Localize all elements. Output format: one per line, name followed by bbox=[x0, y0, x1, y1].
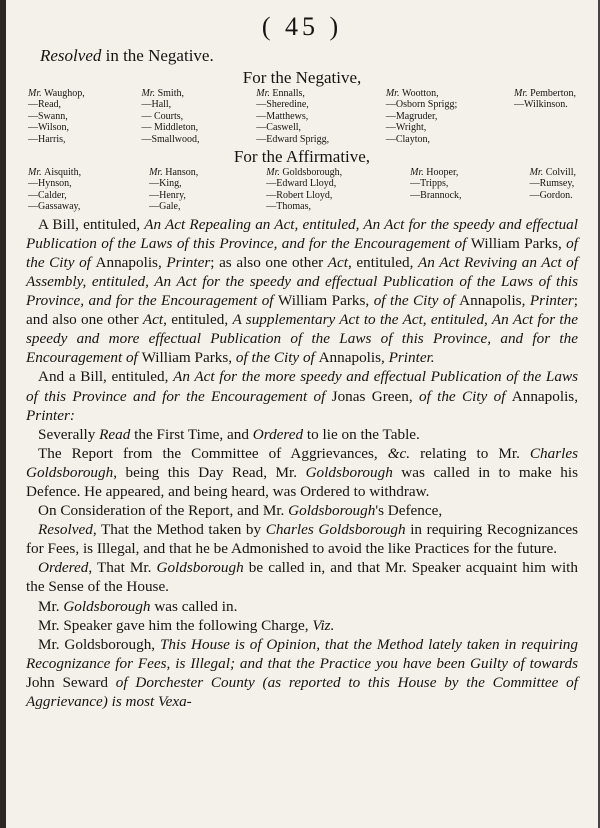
voter-name: —Wilson, bbox=[28, 122, 69, 134]
voter-name: —Rumsey, bbox=[529, 178, 575, 190]
voter-name: —King, bbox=[149, 178, 182, 190]
text-run: William Parks, bbox=[470, 234, 567, 252]
voter-name: Mr. Wootton, bbox=[385, 88, 439, 99]
text-run: was called in to make his Defence. He appeared, and being heard, was Ordered to withdraw. bbox=[26, 463, 578, 500]
text-run: Annapolis, bbox=[459, 292, 530, 310]
voter-name: —Magruder, bbox=[385, 110, 438, 122]
paragraph bbox=[26, 597, 578, 616]
affirmative-column bbox=[28, 167, 81, 213]
voter-name: —Hall, bbox=[141, 99, 172, 111]
negative-voter-list bbox=[26, 88, 578, 145]
resolved-negative-line bbox=[40, 46, 578, 66]
text-run: Mr. bbox=[38, 597, 64, 615]
affirmative-column bbox=[530, 167, 576, 213]
paragraph bbox=[26, 501, 578, 520]
text-run: , That the Method taken by bbox=[92, 521, 266, 539]
voter-name: —Matthews, bbox=[256, 110, 309, 122]
negative-column bbox=[141, 88, 199, 145]
affirmative-column bbox=[149, 167, 198, 213]
text-run: be called in, and that Mr. Speaker acquaint him with the Sense of the House. bbox=[26, 559, 578, 596]
paragraph bbox=[26, 425, 578, 444]
voter-name: Mr. Smith, bbox=[141, 88, 184, 99]
text-run: Printer bbox=[529, 292, 574, 310]
voter-name: —Clayton, bbox=[385, 133, 431, 145]
text-run: Charles Goldsborough bbox=[265, 521, 406, 539]
text-run: Mr. Speaker gave him the following Charge, bbox=[38, 616, 313, 634]
text-run: And a Bill, entituled, bbox=[38, 368, 174, 386]
text-run: in requiring Recognizances for Fees, is Illegal, and that he be Admonished to avoid the like Practices for the future. bbox=[26, 521, 578, 558]
affirmative-voter-list bbox=[26, 167, 578, 213]
text-run: , being this Day Read, Mr. bbox=[113, 463, 306, 481]
text-run: of Dorchester County (as reported to this House by the Committee of Aggrievance) is most Vexa- bbox=[26, 673, 578, 710]
text-run: Viz. bbox=[312, 616, 335, 634]
voter-name: Mr. Waughop, bbox=[28, 88, 85, 99]
page-number: ( 45 ) bbox=[261, 12, 343, 41]
negative-column bbox=[28, 88, 85, 145]
resolved-rest: in the Negative. bbox=[101, 46, 214, 65]
text-run: An Act Reviving an Act of Assembly, entituled, An Act for the speedy and effectual Publication of the Laws of this Province, and for the Encouragement of bbox=[26, 253, 578, 310]
voter-name: —Smallwood, bbox=[141, 133, 200, 145]
text-run: Annapolis, bbox=[318, 349, 389, 367]
text-run: ; as also one other bbox=[210, 253, 328, 271]
paragraph bbox=[26, 367, 578, 424]
text-run: Annapolis, bbox=[95, 253, 167, 271]
text-run: A supplementary Act to the Act, entituled, An Act for the speedy and more effectual Publication of the Laws of this Province, and for the Encouragement of bbox=[26, 311, 578, 367]
voter-name: —Gassaway, bbox=[28, 201, 81, 213]
text-run: Mr. Goldsborough, bbox=[38, 635, 160, 653]
text-run: Printer. bbox=[388, 349, 435, 367]
text-run: , entituled, bbox=[163, 311, 233, 329]
text-run: Ordered bbox=[252, 425, 304, 443]
text-run: , That Mr. bbox=[88, 559, 157, 577]
text-run: of the City of bbox=[418, 387, 512, 405]
voter-name: —Edward Sprigg, bbox=[256, 133, 330, 145]
text-run: Goldsborough bbox=[156, 559, 244, 577]
text-run: John Seward bbox=[26, 673, 116, 691]
voter-name: —Swann, bbox=[28, 110, 68, 122]
text-run: Ordered bbox=[38, 559, 89, 577]
voter-name: —Read, bbox=[28, 99, 62, 111]
voter-name: Mr. Hooper, bbox=[410, 167, 459, 179]
voter-name: Mr. Hanson, bbox=[149, 167, 199, 179]
voter-name: —Henry, bbox=[149, 189, 186, 201]
resolved-word: Resolved bbox=[40, 46, 102, 65]
voter-name: —Calder, bbox=[28, 189, 67, 201]
text-run: the First Time, and bbox=[130, 425, 253, 443]
text-run: William Parks, bbox=[278, 292, 374, 310]
text-run: An Act Repealing an Act, entituled, An Act for the speedy and effectual Publication of the Laws of this Province, and for the Encouragement of bbox=[26, 215, 578, 252]
voter-name: — Middleton, bbox=[141, 122, 199, 134]
voter-name: Mr. Aisquith, bbox=[28, 167, 82, 179]
voter-name: —Robert Lloyd, bbox=[266, 189, 333, 201]
negative-column bbox=[386, 88, 457, 145]
paragraph bbox=[26, 635, 578, 711]
text-run: Printer: bbox=[26, 406, 75, 424]
text-run: Goldsborough bbox=[63, 597, 151, 615]
text-run: Goldsborough bbox=[288, 502, 376, 520]
negative-column bbox=[514, 88, 576, 145]
text-run: Annapolis, bbox=[511, 387, 578, 405]
text-run: On Consideration of the Report, and Mr. bbox=[38, 502, 289, 520]
voter-name: —Osborn Sprigg; bbox=[385, 99, 458, 111]
voter-name: —Caswell, bbox=[256, 122, 302, 134]
text-run: Goldsborough bbox=[305, 463, 393, 481]
voter-name: Mr. Ennalls, bbox=[256, 88, 305, 99]
text-run: of the City of bbox=[235, 349, 319, 367]
voter-name: —Wright, bbox=[385, 122, 427, 134]
paragraph bbox=[26, 616, 578, 635]
text-run: Read bbox=[99, 425, 131, 443]
text-run: Severally bbox=[38, 425, 100, 443]
paragraph bbox=[26, 215, 578, 368]
text-run: Resolved bbox=[38, 521, 93, 539]
voter-name: —Hynson, bbox=[28, 178, 72, 190]
text-run: Act bbox=[142, 311, 164, 329]
voter-name: Mr. Goldsborough, bbox=[266, 167, 343, 179]
text-run: A Bill, entituled, bbox=[38, 215, 145, 233]
document-body bbox=[26, 215, 578, 711]
text-run: An Act for the more speedy and effectual Publication of the Laws of this Province and for the Encouragement of bbox=[26, 368, 579, 405]
text-run: This House is of Opinion, that the Method lately taken in requiring Recognizance for Fees, is Illegal; and that the Practice you have been Guilty of towards bbox=[26, 635, 578, 672]
text-run: ; and also one other bbox=[26, 292, 578, 329]
text-run: 's Defence, bbox=[375, 502, 443, 520]
voter-name: —Edward Lloyd, bbox=[266, 178, 337, 190]
voter-name: —Gordon. bbox=[529, 189, 573, 201]
text-run: relating to Mr. bbox=[410, 444, 530, 462]
voter-name: Mr. Colvill, bbox=[529, 167, 576, 179]
voter-name: —Thomas, bbox=[266, 201, 312, 213]
text-run: was called in. bbox=[150, 597, 238, 615]
voter-name: —Tripps, bbox=[410, 178, 449, 190]
text-run: to lie on the Table. bbox=[303, 425, 420, 443]
text-run: , entituled, bbox=[348, 253, 418, 271]
affirmative-column bbox=[410, 167, 461, 213]
affirmative-column bbox=[266, 167, 342, 213]
text-run: The Report from the Committee of Aggrievances, bbox=[38, 444, 388, 462]
affirmative-heading: For the Affirmative, bbox=[233, 147, 371, 167]
voter-name: — Courts, bbox=[141, 110, 184, 122]
negative-column bbox=[256, 88, 329, 145]
voter-name: Mr. Pemberton, bbox=[514, 88, 576, 99]
text-run: Charles Goldsborough bbox=[26, 444, 578, 481]
voter-name: —Brannock, bbox=[410, 189, 462, 201]
text-run: &c. bbox=[387, 444, 411, 462]
text-run: Printer bbox=[166, 253, 211, 271]
text-run: Act bbox=[327, 253, 349, 271]
text-run: of the City of bbox=[373, 292, 460, 310]
paragraph bbox=[26, 558, 578, 596]
voter-name: —Sheredine, bbox=[256, 99, 309, 111]
paragraph bbox=[26, 444, 578, 501]
voter-name: —Harris, bbox=[28, 133, 66, 145]
voter-name: —Wilkinson. bbox=[514, 99, 568, 111]
negative-heading: For the Negative, bbox=[242, 68, 362, 87]
text-run: William Parks, bbox=[141, 349, 236, 367]
text-run: of the City of bbox=[26, 234, 578, 271]
text-run: Jonas Green, bbox=[331, 387, 419, 405]
voter-name: —Gale, bbox=[149, 201, 181, 213]
paragraph bbox=[26, 520, 578, 558]
